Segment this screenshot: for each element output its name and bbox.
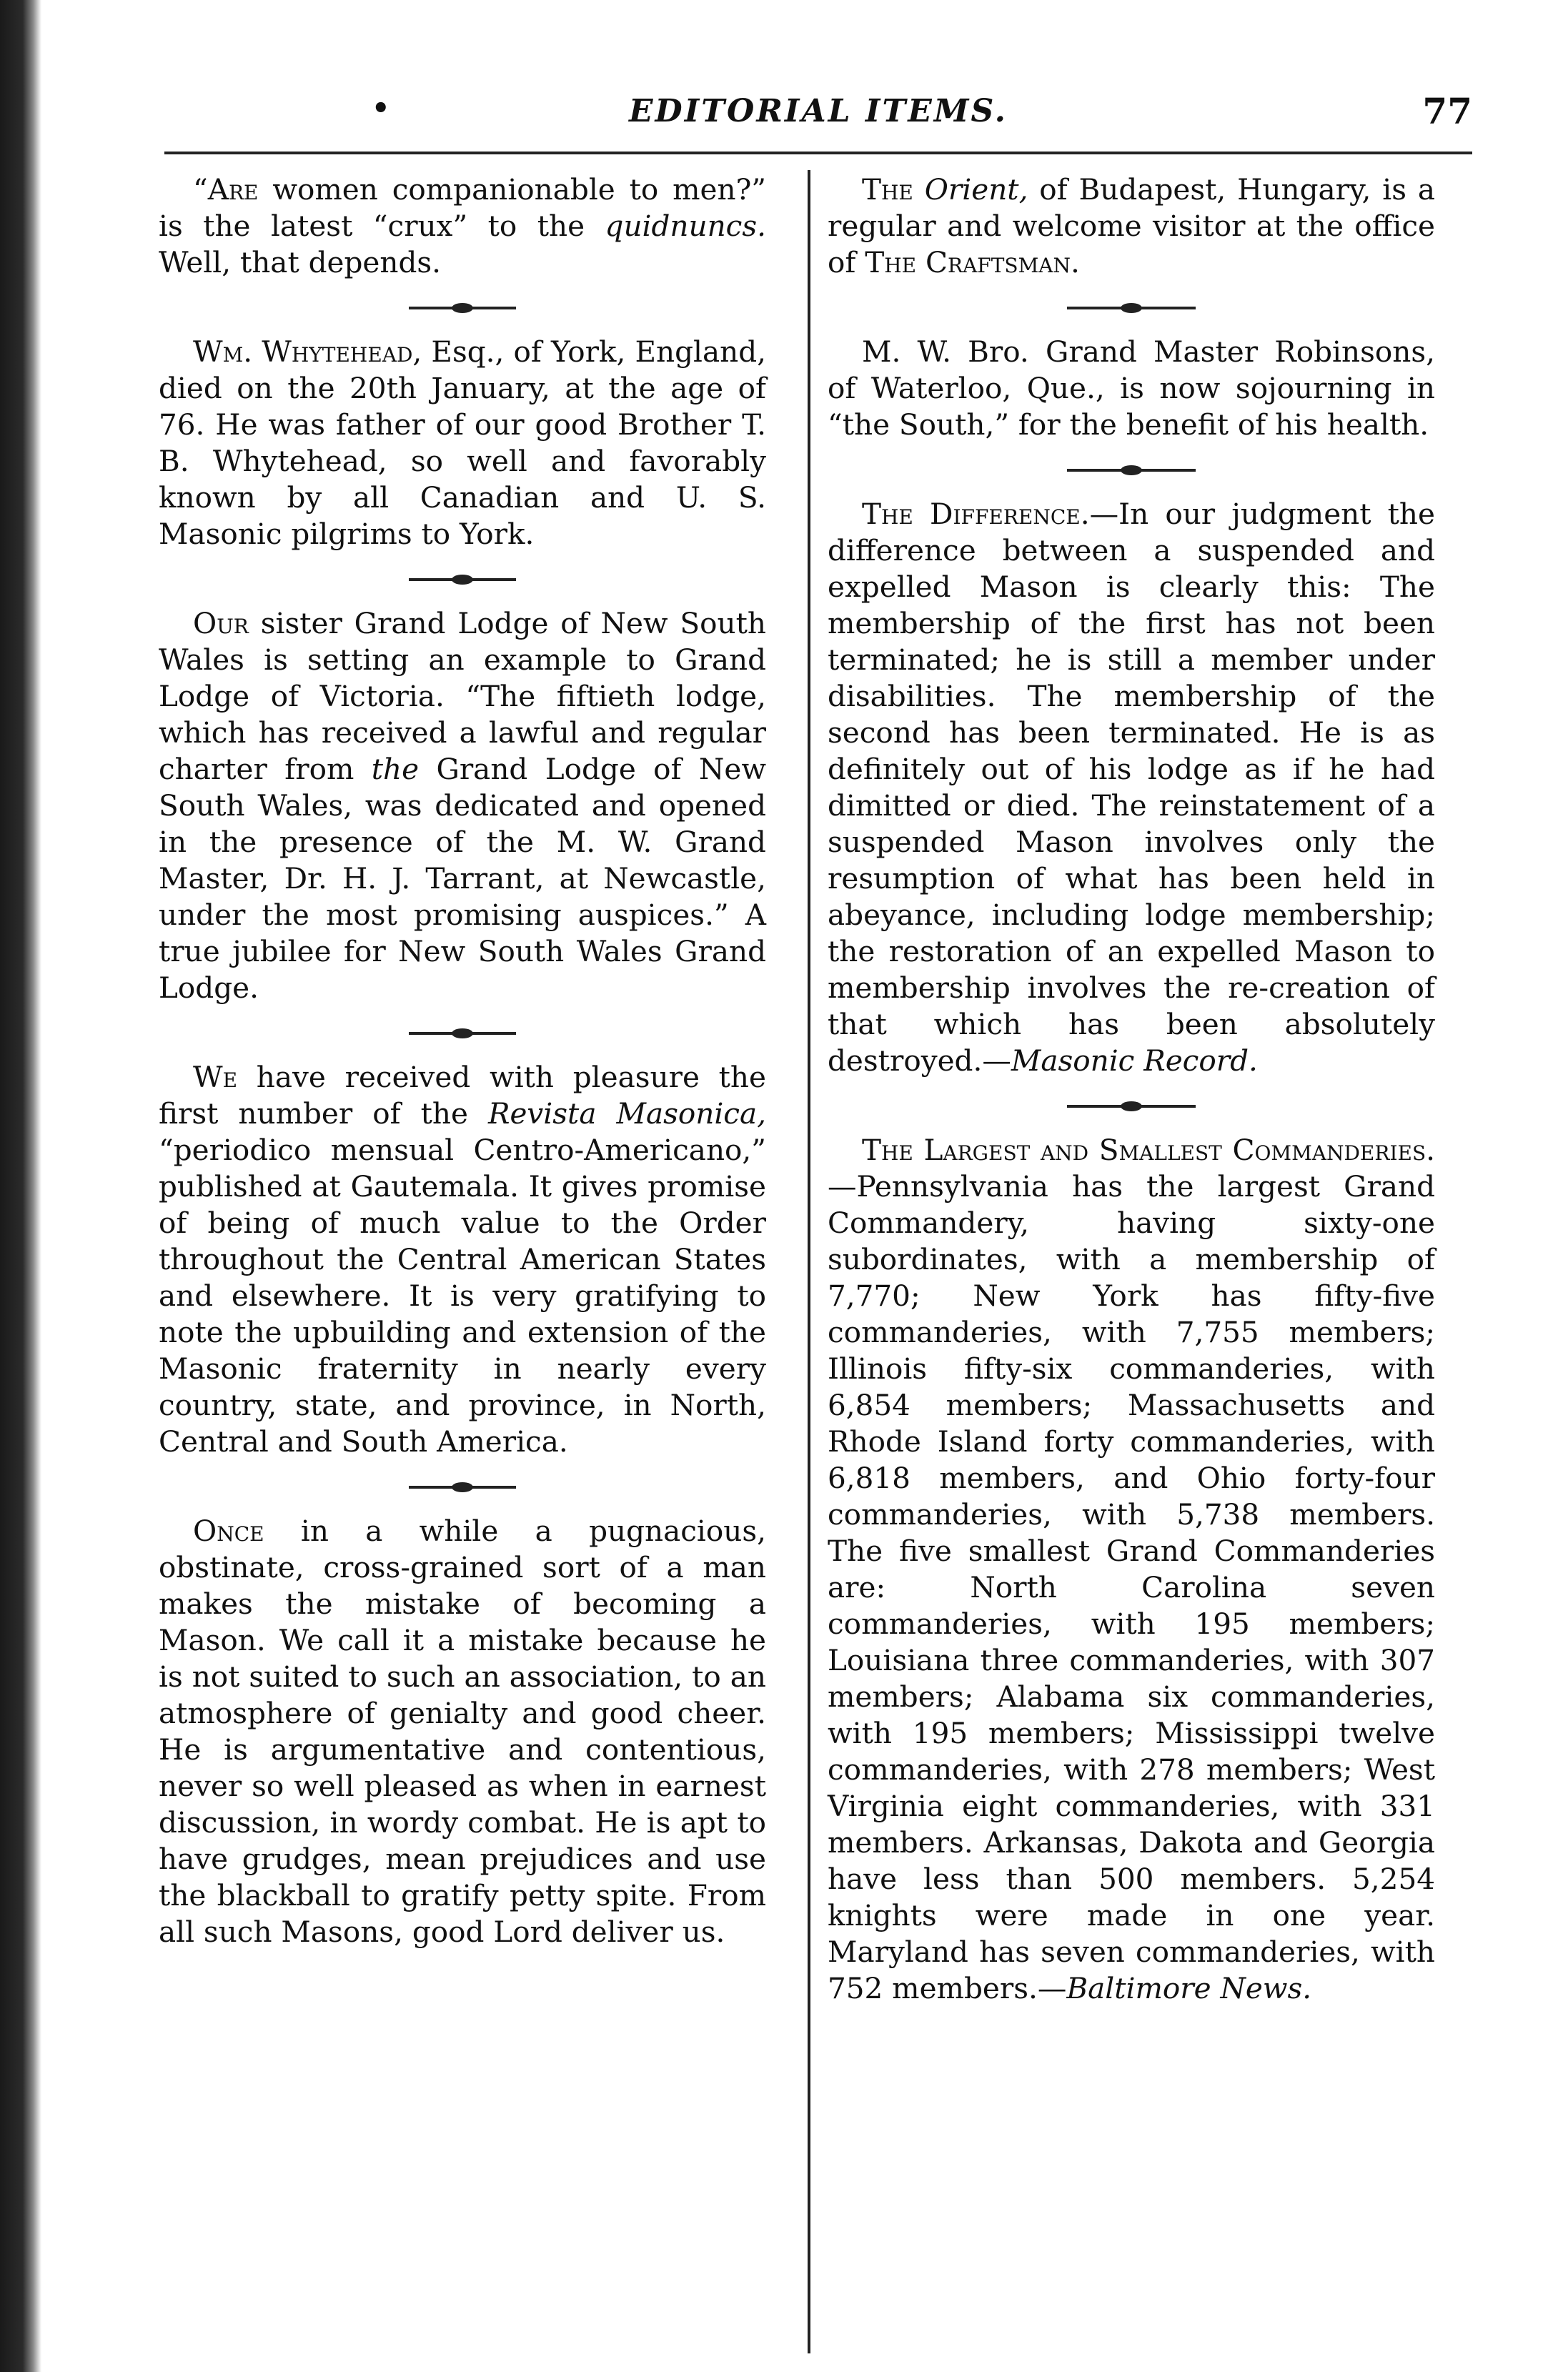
item-lead: We	[193, 1060, 238, 1094]
header-rule	[164, 152, 1472, 154]
item-women-companionable: “Are women companionable to men?” is the latest “crux” to the quidnuncs. Well, that depends.	[159, 172, 766, 279]
item-largest-smallest-commanderies: The Largest and Smallest Commanderies.—Pennsylvania has the largest Grand Commandery, having sixty-one subordinates, with a membership of 7,770; New York has fifty-five commanderies, with 7,755 members; Illinois fifty-six commanderies, with 6,854 members; Massachusetts and Rhode Island forty commanderies, with 6,818 members, and Ohio forty-four commanderies, with 5,738 members. The five smallest Grand Commanderies are: North Carolina seven commanderies, with 195 members; Louisiana three commanderies, with 307 members; Alabama six commanderies, with 195 members; Mississippi twelve commanderies, with 278 members; West Virginia eight commanderies, with 331 members. Arkansas, Dakota and Georgia have less than 500 members. 5,254 knights were made in one year. Maryland has seven commanderies, with 752 members.—Baltimore News.	[828, 1133, 1435, 2005]
item-lead: Our	[193, 606, 249, 640]
separator-rule	[1067, 1105, 1196, 1108]
item-lead: Are	[207, 172, 259, 207]
item-the-difference: The Difference.—In our judgment the difference between a suspended and expelled Mason is clearly this: The membership of the first has not been terminated; he is still a member under disabilities. The membership of the second has been terminated. He is as definitely out of his lodge as if he had dimitted or died. The reinstatement of a suspended Mason involves only the resumption of what has been held in abeyance, including lodge membership; the restoration of an expelled Mason to membership involves the re-creation of that which has been absolutely destroyed.—Masonic Record.	[828, 497, 1435, 1078]
column-rule	[808, 170, 810, 2353]
item-pugnacious-mason: Once in a while a pugnacious, obstinate, cross-grained sort of a man makes the mistake of becoming a Mason. We call it a mistake because he is not suited to such an association, to an atmosphere of genialty and good cheer. He is argumentative and contentious, never so well pleased as when in earnest discussion, in wordy combat. He is apt to have grudges, mean prejudices and use the blackball to gratify petty spite. From all such Masons, good Lord deliver us.	[159, 1514, 766, 1949]
item-lead: The	[862, 172, 913, 207]
separator-rule	[1067, 307, 1196, 309]
item-whytehead-obituary: Wm. Whytehead, Esq., of York, England, died on the 20th January, at the age of 76. He was father of our good Brother T. B. Whytehead, so well and favorably known by all Canadian and U. S. Masonic pilgrims to York.	[159, 334, 766, 551]
left-column	[159, 172, 766, 1950]
running-header	[164, 84, 1472, 142]
page-title: EDITORIAL ITEMS.	[629, 93, 1008, 129]
separator-rule	[409, 1486, 516, 1489]
page-binding-edge	[0, 0, 41, 2372]
page-number: 77	[1422, 90, 1472, 132]
item-revista-masonica: We have received with pleasure the first number of the Revista Masonica, “periodico mensual Centro-Americano,” published at Gautemala. It gives promise of being of much value to the Order throughout the Central American States and elsewhere. It is very gratifying to note the upbuilding and extension of the Masonic fraternity in nearly every country, state, and province, in North, Central and South America.	[159, 1060, 766, 1459]
separator-rule	[409, 1032, 516, 1035]
item-lead: Wm. Whytehead,	[193, 334, 422, 369]
separator-rule	[1067, 469, 1196, 472]
separator-rule	[409, 307, 516, 309]
item-new-south-wales: Our sister Grand Lodge of New South Wales is setting an example to Grand Lodge of Victoria. “The fiftieth lodge, which has received a lawful and regular charter from the Grand Lodge of New South Wales, was dedicated and opened in the presence of the M. W. Grand Master, Dr. H. J. Tarrant, at Newcastle, under the most promising auspices.” A true jubilee for New South Wales Grand Lodge.	[159, 606, 766, 1005]
item-lead: Once	[193, 1514, 264, 1548]
right-column	[828, 172, 1435, 2007]
item-orient-budapest: The Orient, of Budapest, Hungary, is a regular and welcome visitor at the office of The Craftsman.	[828, 172, 1435, 279]
item-lead: The Difference.	[862, 497, 1090, 531]
header-dot: •	[372, 91, 390, 125]
separator-rule	[409, 578, 516, 581]
item-grand-master-robinsons: M. W. Bro. Grand Master Robinsons, of Waterloo, Que., is now sojourning in “the South,” for the benefit of his health.	[828, 334, 1435, 442]
item-lead: The Largest and Smallest Commanderies.	[862, 1133, 1435, 1167]
